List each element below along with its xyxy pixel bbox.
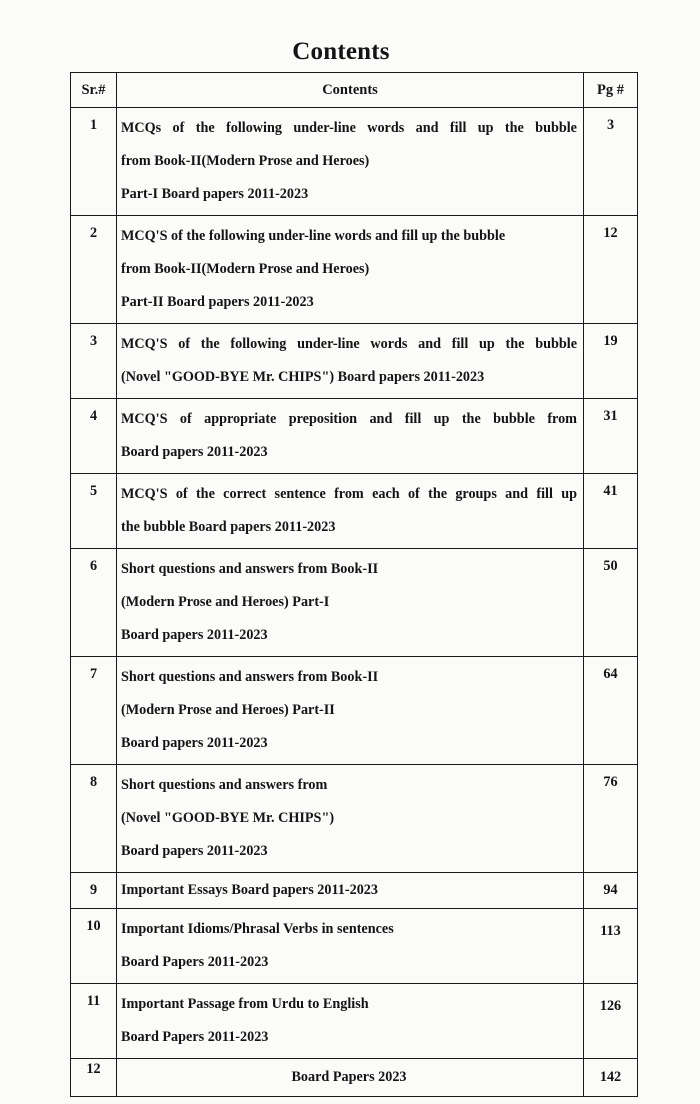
row-content [117, 474, 584, 549]
row-content [117, 399, 584, 474]
content-line: (Modern Prose and Heroes) Part-II [121, 702, 335, 718]
row-content [117, 765, 584, 873]
header-pg: Pg # [584, 73, 638, 108]
row-sr: 1 [71, 108, 117, 216]
content-line: from Book-II(Modern Prose and Heroes) [121, 153, 370, 169]
page-title: Contents [292, 38, 390, 65]
content-line: from Book-II(Modern Prose and Heroes) [121, 261, 370, 277]
row-content [117, 216, 584, 324]
row-page: 50 [584, 549, 638, 657]
content-line: Short questions and answers from Book-II [121, 669, 379, 685]
row-content [117, 873, 584, 909]
content-line: Board papers 2011-2023 [121, 843, 268, 859]
row-page: 64 [584, 657, 638, 765]
content-line: Board Papers 2011-2023 [121, 954, 269, 970]
row-sr: 2 [71, 216, 117, 324]
row-page: 76 [584, 765, 638, 873]
content-line: Short questions and answers from Book-II [121, 561, 379, 577]
row-page: 142 [584, 1059, 638, 1097]
row-page: 3 [584, 108, 638, 216]
table-row [71, 1059, 638, 1097]
row-content [117, 909, 584, 984]
table-row [71, 108, 638, 216]
row-content [117, 984, 584, 1059]
header-contents: Contents [117, 73, 584, 108]
content-line: Short questions and answers from [121, 777, 328, 793]
row-page: 31 [584, 399, 638, 474]
contents-table [70, 72, 638, 1097]
row-page: 94 [584, 873, 638, 909]
row-page: 41 [584, 474, 638, 549]
content-line: MCQ'S of the following under-line words and fill up the bubble [121, 336, 577, 352]
header-sr: Sr.# [71, 73, 117, 108]
table-row [71, 399, 638, 474]
table-row [71, 657, 638, 765]
row-content [117, 108, 584, 216]
row-page: 126 [584, 984, 638, 1059]
content-line: Board Papers 2023 [291, 1069, 407, 1085]
row-page: 12 [584, 216, 638, 324]
content-line: Important Essays Board papers 2011-2023 [121, 882, 378, 898]
content-line: the bubble Board papers 2011-2023 [121, 519, 336, 535]
content-line: Important Passage from Urdu to English [121, 996, 369, 1012]
row-content [117, 657, 584, 765]
table-row [71, 549, 638, 657]
content-line: Board papers 2011-2023 [121, 627, 268, 643]
content-line: (Novel "GOOD-BYE Mr. CHIPS") Board papers 2011-2023 [121, 369, 485, 385]
content-line: Board papers 2011-2023 [121, 735, 268, 751]
row-content [117, 324, 584, 399]
table-row [71, 216, 638, 324]
row-sr: 12 [71, 1059, 117, 1097]
table-header-row [71, 73, 638, 108]
table-row [71, 765, 638, 873]
content-line: MCQ'S of appropriate preposition and fill up the bubble from [121, 411, 577, 427]
row-sr: 8 [71, 765, 117, 873]
content-line: Part-I Board papers 2011-2023 [121, 186, 309, 202]
content-line: Board Papers 2011-2023 [121, 1029, 269, 1045]
content-line: Board papers 2011-2023 [121, 444, 268, 460]
row-sr: 7 [71, 657, 117, 765]
content-line: Important Idioms/Phrasal Verbs in sentences [121, 921, 394, 937]
row-sr: 4 [71, 399, 117, 474]
content-line: Part-II Board papers 2011-2023 [121, 294, 314, 310]
row-page: 19 [584, 324, 638, 399]
row-content [117, 1059, 584, 1097]
row-sr: 10 [71, 909, 117, 984]
table-row [71, 324, 638, 399]
row-page: 113 [584, 909, 638, 984]
content-line: MCQ'S of the correct sentence from each of the groups and fill up [121, 486, 577, 502]
table-row [71, 474, 638, 549]
row-sr: 11 [71, 984, 117, 1059]
content-line: (Novel "GOOD-BYE Mr. CHIPS") [121, 810, 335, 826]
row-sr: 3 [71, 324, 117, 399]
row-sr: 9 [71, 873, 117, 909]
row-sr: 6 [71, 549, 117, 657]
content-line: MCQs of the following under-line words and fill up the bubble [121, 120, 577, 136]
table-row [71, 984, 638, 1059]
table-row [71, 873, 638, 909]
content-line: MCQ'S of the following under-line words and fill up the bubble [121, 228, 506, 244]
row-content [117, 549, 584, 657]
row-sr: 5 [71, 474, 117, 549]
table-row [71, 909, 638, 984]
content-line: (Modern Prose and Heroes) Part-I [121, 594, 330, 610]
